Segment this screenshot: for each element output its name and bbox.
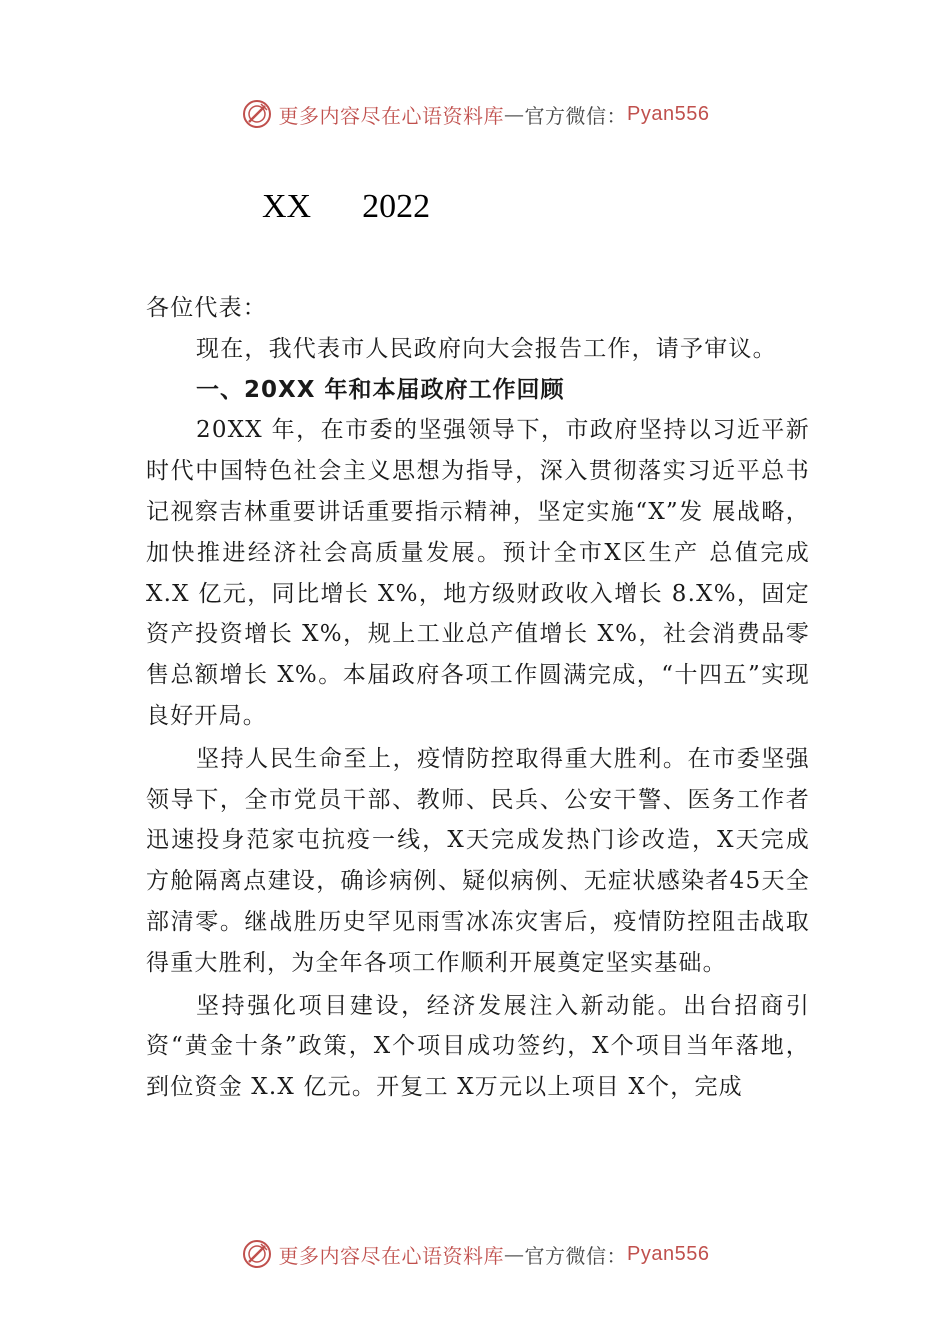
body-paragraph: 坚持人民生命至上，疫情防控取得重大胜利。在市委坚强领导下，全市党员干部、教师、民兵、公安干警、医务工作者迅速投身范家屯抗疫一线，X天完成发热门诊改造，X天完成方舱隔离点建设，确诊病例、疑似病例、无症状感染者45天全部清零。继战胜历史罕见雨雪冰冻灾害后，疫情防控阻击战取得重大胜利，为全年各项工作顺利开展奠定坚实基础。 bbox=[146, 745, 810, 976]
banner-dash: — bbox=[504, 1242, 525, 1266]
banner-text: 更多内容尽在心语资料库 bbox=[278, 103, 505, 128]
seal-logo-icon bbox=[241, 1238, 273, 1270]
banner-wechat-id: Pyan556 bbox=[627, 1242, 710, 1265]
body-paragraph: 20XX 年，在市委的坚强领导下，市政府坚持以习近平新时代中国特色社会主义思想为指导，深入贯彻落实习近平总书记视察吉林重要讲话重要指示精神，坚定实施“X”发 展战略，加快推进经济社会高质量发展。预计全市X区生产 总值完成 X.X 亿元，同比增长 X%，地方级财政收入增长 8.X%，固定资产投资增长 X%，规上工业总产值增长 X%，社会消费品零售总额增长 X%。本届政府各项工作圆满完成，“十四五”实现良好开局。 bbox=[146, 417, 810, 729]
banner-wechat-label: 官方微信： bbox=[524, 103, 628, 128]
intro-paragraph: 现在，我代表市人民政府向大会报告工作，请予审议。 bbox=[196, 335, 777, 362]
body-paragraph: 坚持强化项目建设，经济发展注入新动能。出台招商引资“黄金十条”政策，X个项目成功签约，X个项目当年落地，到位资金 X.X 亿元。开复工 X万元以上项目 X个，完成 bbox=[146, 992, 810, 1101]
document-body bbox=[146, 288, 810, 1108]
section-heading: 一、20XX 年和本届政府工作回顾 bbox=[196, 376, 565, 403]
footer-watermark-banner bbox=[0, 1236, 950, 1272]
banner-dash: — bbox=[504, 102, 525, 126]
header-watermark-banner bbox=[0, 96, 950, 132]
banner-wechat-label: 官方微信： bbox=[524, 1243, 628, 1268]
salutation: 各位代表： bbox=[146, 295, 267, 321]
document-title: XX 2022 bbox=[262, 188, 431, 225]
seal-logo-icon bbox=[241, 98, 273, 130]
banner-wechat-id: Pyan556 bbox=[627, 102, 710, 125]
banner-text: 更多内容尽在心语资料库 bbox=[278, 1243, 505, 1268]
